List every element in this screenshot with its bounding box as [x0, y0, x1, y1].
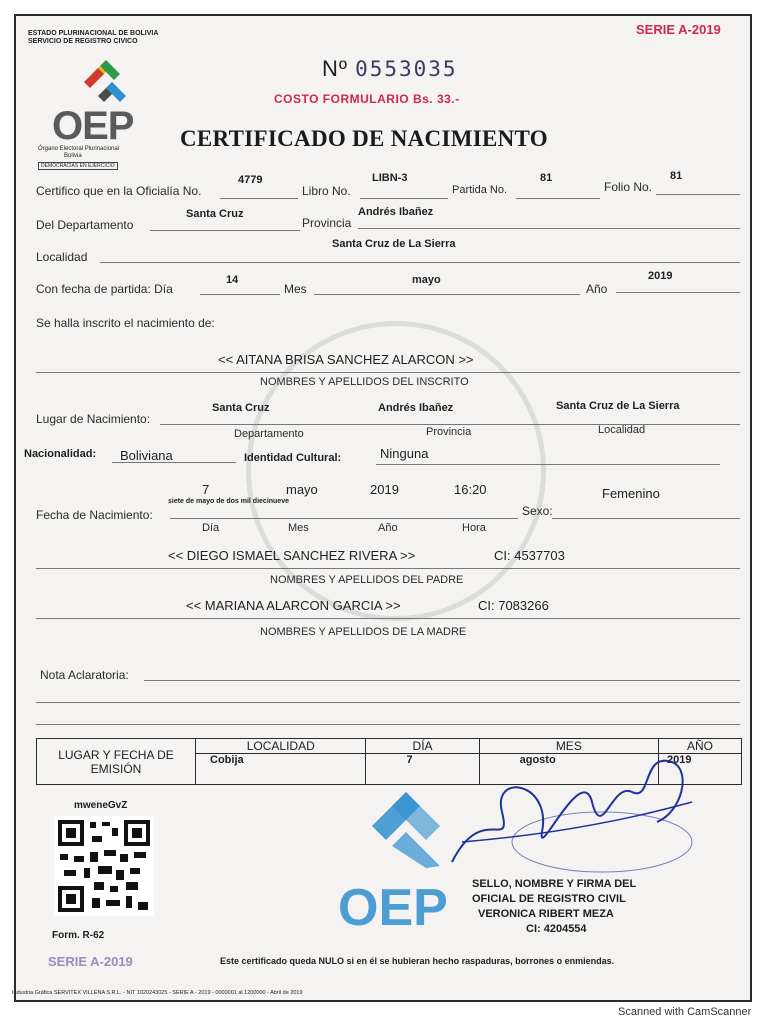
costo-formulario: COSTO FORMULARIO Bs. 33.- [274, 92, 460, 106]
numero-value: 0553035 [355, 57, 458, 81]
cap-provincia: Provincia [426, 426, 472, 438]
departamento-label: Del Departamento [36, 218, 134, 232]
nac-literal: siete de mayo de dos mil diecinueve [168, 498, 289, 505]
emision-label: LUGAR Y FECHA DE EMISIÓN [37, 739, 196, 785]
lugar-localidad: Santa Cruz de La Sierra [556, 400, 680, 412]
imprenta-text: Industria Gráfica SERVITEX VILLENA S.R.L. - NIT 1020243025 - SERIE A - 2019 - 0000001 al 1200000 - Abril de 2019 [12, 990, 303, 996]
fecha-anio-label: Año [586, 282, 608, 296]
partida-label: Partida No. [452, 184, 508, 196]
fecha-anio-value: 2019 [648, 270, 673, 282]
form-number: Form. R-62 [52, 930, 105, 941]
scanner-watermark: Scanned with CamScanner [618, 1006, 752, 1018]
folio-value: 81 [670, 170, 683, 182]
qr-code-text: mweneGvZ [74, 800, 128, 811]
lugar-nacimiento-label: Lugar de Nacimiento: [36, 412, 151, 426]
nac-anio: 2019 [370, 482, 399, 497]
cap-mes: Mes [288, 522, 309, 534]
oficialia-label: Certifico que en la Oficialía No. [36, 184, 202, 198]
serie-bottom: SERIE A-2019 [48, 954, 133, 969]
madre-ci: CI: 7083266 [478, 598, 549, 613]
emision-h-dia: DÍA [366, 739, 479, 754]
inscrito-caption: NOMBRES Y APELLIDOS DEL INSCRITO [260, 376, 469, 388]
localidad-value: Santa Cruz de La Sierra [332, 238, 456, 250]
identidad-label: Identidad Cultural: [244, 452, 342, 464]
nac-mes: mayo [286, 482, 318, 497]
fecha-dia-value: 14 [226, 274, 239, 286]
emision-anio: 2019 [659, 754, 742, 785]
emision-localidad: Cobija [196, 754, 366, 785]
serie-top: SERIE A-2019 [636, 22, 721, 37]
libro-label: Libro No. [302, 184, 351, 198]
oep-logo-icon [72, 52, 134, 108]
qr-code-icon [54, 816, 154, 916]
nota-label: Nota Aclaratoria: [40, 668, 129, 682]
certificate-sheet [14, 14, 752, 1002]
logo-sub1: Órgano Electoral Plurinacional [38, 146, 120, 152]
page-title: CERTIFICADO DE NACIMIENTO [180, 126, 548, 151]
nac-dia: 7 [202, 482, 210, 497]
emision-h-localidad: LOCALIDAD [196, 739, 366, 754]
firma-line3: VERONICA RIBERT MEZA [478, 908, 614, 920]
servicio-text: SERVICIO DE REGISTRO CIVICO [28, 38, 138, 45]
emision-mes: agosto [479, 754, 658, 785]
logo-sub3: DEMOCRACIAS EN EJERCICIO [38, 162, 118, 170]
provincia-value: Andrés Ibañez [358, 206, 434, 218]
cap-departamento: Departamento [234, 428, 304, 440]
fecha-mes-value: mayo [412, 274, 441, 286]
padre-nombre: << DIEGO ISMAEL SANCHEZ RIVERA >> [168, 548, 416, 563]
firma-line2: OFICIAL DE REGISTRO CIVIL [472, 893, 626, 905]
nacionalidad-label: Nacionalidad: [24, 448, 97, 460]
fecha-partida-label: Con fecha de partida: Día [36, 282, 173, 296]
madre-caption: NOMBRES Y APELLIDOS DE LA MADRE [260, 626, 467, 638]
nac-hora: 16:20 [454, 482, 487, 497]
inscrito-nombre: << AITANA BRISA SANCHEZ ALARCON >> [218, 352, 474, 367]
estado-text: ESTADO PLURINACIONAL DE BOLIVIA [28, 30, 159, 37]
sexo-value: Femenino [602, 486, 660, 501]
identidad-value: Ninguna [380, 446, 429, 461]
oep-stamp-text: OEP [338, 879, 448, 937]
firma-line4: CI: 4204554 [526, 923, 587, 935]
libro-value: LIBN-3 [372, 172, 408, 184]
fecha-nacimiento-label: Fecha de Nacimiento: [36, 508, 153, 522]
logo-sub2: Bolivia [64, 153, 82, 159]
emision-h-mes: MES [479, 739, 658, 754]
cap-hora: Hora [462, 522, 486, 534]
numero [322, 56, 458, 82]
emision-h-anio: AÑO [659, 739, 742, 754]
padre-caption: NOMBRES Y APELLIDOS DEL PADRE [270, 574, 464, 586]
localidad-label: Localidad [36, 250, 88, 264]
firma-line1: SELLO, NOMBRE Y FIRMA DEL [472, 878, 637, 890]
fecha-mes-label: Mes [284, 282, 307, 296]
signature-icon [442, 742, 702, 882]
cap-anio: Año [378, 522, 398, 534]
cap-dia: Día [202, 522, 220, 534]
partida-value: 81 [540, 172, 553, 184]
nacionalidad-value: Boliviana [120, 448, 173, 463]
padre-ci: CI: 4537703 [494, 548, 565, 563]
sexo-label: Sexo: [522, 504, 553, 518]
provincia-label: Provincia [302, 216, 352, 230]
lugar-departamento: Santa Cruz [212, 402, 270, 414]
lugar-provincia: Andrés Ibañez [378, 402, 454, 414]
oep-logo-text: OEP [52, 104, 134, 148]
nulo-notice: Este certificado queda NULO si en él se hubieran hecho raspaduras, borrones o enmiendas. [220, 956, 615, 966]
oep-stamp-logo-icon [364, 784, 448, 868]
cap-localidad: Localidad [598, 424, 646, 436]
madre-nombre: << MARIANA ALARCON GARCIA >> [186, 598, 401, 613]
emision-dia: 7 [366, 754, 479, 785]
oficialia-value: 4779 [238, 174, 263, 186]
numero-label: Nº [322, 56, 348, 81]
departamento-value: Santa Cruz [186, 208, 244, 220]
folio-label: Folio No. [604, 180, 653, 194]
inscrito-intro: Se halla inscrito el nacimiento de: [36, 316, 215, 330]
